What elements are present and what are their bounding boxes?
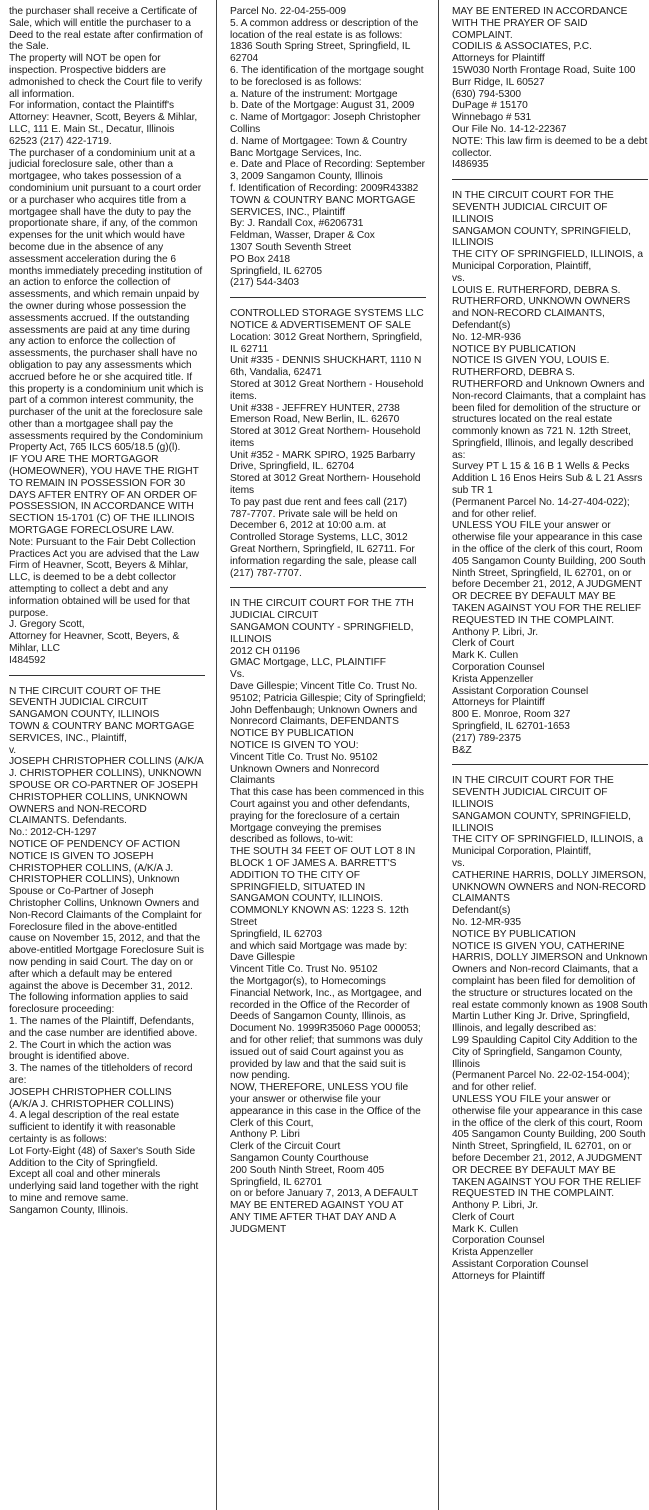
notice-line: Vincent Title Co. Trust No. 95102 [230, 751, 378, 763]
notice-line: MAY BE ENTERED IN ACCORDANCE WITH THE PRAYER OF SAID COMPLAINT. [452, 6, 628, 41]
notice-line: Feldman, Wasser, Draper & Cox [230, 230, 375, 242]
notice-line: Clerk of Court [452, 1211, 515, 1223]
notice-line: Location: 3012 Great Northern, Springfield, IL 62711 [230, 331, 423, 355]
notice-line: 15W030 North Frontage Road, Suite 100 [452, 64, 636, 76]
notice-line: NOTICE IS GIVEN TO YOU: [230, 740, 359, 752]
notice-line: Attorneys for Plaintiff [452, 697, 545, 709]
notice-line: COMMONLY KNOWN AS: 1223 S. 12th Street [230, 905, 409, 928]
notice-line: NOW, THEREFORE, UNLESS YOU file your answer or otherwise file your appearance in this case in the Office of the Clerk of this Court, [230, 1082, 421, 1129]
notice-line: Unit #352 - MARK SPIRO, 1925 Barbarry Drive, Springfield, IL. 62704 [230, 449, 415, 473]
notice-line: Assistant Corporation Counsel [452, 685, 589, 697]
notice-line: 3. The names of the titleholders of record are: [9, 1063, 193, 1086]
notice-line: Survey PT L 15 & 16 B 1 Wells & Pecks Addition L 16 Enos Heirs Sub & L 21 Assrs sub TR 1 [452, 461, 643, 497]
notice-line: Springfield, IL 62703 [230, 928, 323, 940]
notice-line: d. Name of Mortgagee: Town & Country Banc Mortgage Services, Inc. [230, 135, 407, 159]
notice-line: Attorneys for Plaintiff [452, 1270, 545, 1282]
notice-line: 1307 South Seventh Street [230, 241, 352, 253]
column-divider [438, 0, 439, 1510]
legal-notice [9, 6, 205, 667]
notice-line: Sangamon County, Illinois. [9, 1204, 129, 1216]
notice-line: vs. [452, 272, 465, 284]
legal-notice [452, 775, 648, 1282]
notice-line: IN THE CIRCUIT COURT FOR THE 7TH JUDICIAL CIRCUIT [230, 598, 414, 622]
notice-line: Springfield, IL 62701 [230, 1176, 323, 1188]
notice-line: 1. The names of the Plaintiff, Defendants, and the case number are identified above. [9, 1015, 198, 1039]
notice-line: Clerk of the Circuit Court [230, 1141, 341, 1153]
notice-line: PO Box 2418 [230, 253, 291, 265]
notice-line: f. Identification of Recording: 2009R43382 [230, 182, 419, 194]
notice-line: IF YOU ARE THE MORTGAGOR (HOMEOWNER), YOU HAVE THE RIGHT TO REMAIN IN POSSESSION FOR 30 DAYS AFTER ENTRY OF AN ORDER OF POSSESSION, IN ACCORDANCE WITH SECTION 15-1701 (C) OF THE ILLINOIS MORTGAGE FORECLOSURE LAW. [9, 454, 199, 537]
notice-line: Stored at 3012 Great Northern- Household items [230, 473, 421, 497]
notice-line: N THE CIRCUIT COURT OF THE SEVENTH JUDICIAL CIRCUIT [9, 685, 161, 709]
notice-line: Note: Pursuant to the Fair Debt Collection Practices Act you are advised that the Law Firm of Heavner, Scott, Beyers & Mihlar, LLC, is deemed to be a debt collector attempting to collect a debt and any information obtained will be used for that purpose. [9, 536, 199, 619]
notice-line: Springfield, IL 62701-1653 [452, 721, 570, 733]
notice-line: LOUIS E. RUTHERFORD, DEBRA S. RUTHERFORD, UNKNOWN OWNERS and NON-RECORD CLAIMANTS, Defendant(s) [452, 284, 631, 331]
notice-line: THE SOUTH 34 FEET OF OUT LOT 8 IN BLOCK 1 OF JAMES A. BARRETT'S ADDITION TO THE CITY OF SPRINGFIELD, SITUATED IN SANGAMON COUNTY, ILLINOIS. [230, 846, 416, 905]
notice-line: 5. A common address or description of the location of the real estate is as follows: [230, 17, 419, 41]
notice-line: the purchaser shall receive a Certificate of Sale, which will entitle the purchaser to a Deed to the real estate after confirmation of the Sale. [9, 6, 203, 53]
notice-line: The purchaser of a condominium unit at a judicial foreclosure sale, other than a mortgagee, who takes possession of a condominium unit pursuant to a court order or a purchaser who acquires title from a mortgagee shall have the duty to pay the proportionate share, if any, of the common expenses for the unit which would have become due in the absence of any assessment acceleration during the 6 months immediately preceding institution of an action to enforce the collection of assessments, and which remain unpaid by the owner during whose possession the assessments accrued. If the outstanding assessments are paid at any time during any action to enforce the collection of assessments, the purchaser shall have no obligation to pay any assessments which accrued before he or she acquired title. If this property is a condominium unit which is part of a common interest community, the purchaser of the unit at the foreclosure sale other than a mortgagee shall pay the assessments required by the Condominium Property Act, 765 ILCS 605/18.5 (g)(l). [9, 147, 204, 454]
notice-line: NOTICE IS GIVEN YOU, LOUIS E. RUTHERFORD, DEBRA S. RUTHERFORD and Unknown Owners and Non-record Claimants, that a complaint has been filed for demolition of the structure or structures located on the real estate commonly known as 721 N. 12th Street, Springfield, Illinois, and legally described as: [452, 355, 646, 461]
notice-separator [9, 675, 205, 676]
notice-line: Mark K. Cullen [452, 650, 519, 662]
notice-line: (630) 794-5300 [452, 88, 521, 100]
notice-line: CONTROLLED STORAGE SYSTEMS LLC [230, 308, 424, 320]
notice-line: (Permanent Parcel No. 22-02-154-004); and for other relief. [452, 1070, 630, 1094]
notice-line: v. [9, 744, 17, 756]
notice-line: IN THE CIRCUIT COURT FOR THE SEVENTH JUDICIAL CIRCUIT OF ILLINOIS [452, 190, 614, 225]
notice-line: THE CITY OF SPRINGFIELD, ILLINOIS, a Municipal Corporation, Plaintiff, [452, 249, 644, 272]
notice-line: Assistant Corporation Counsel [452, 1259, 589, 1271]
column-divider [216, 0, 217, 1510]
notice-line: Unit #335 - DENNIS SHUCKHART, 1110 N 6th, Vandalia, 62471 [230, 355, 422, 379]
notice-line: UNLESS YOU FILE your answer or otherwise file your appearance in this case in the office of the clerk of this court, Room 405 Sangamon County Building, 200 South Ninth Street, Springfield, IL 62701, on or before December 21, 2012, A JUDGMENT OR DECREE BY DEFAULT MAY BE TAKEN AGAINST YOU FOR THE RELIEF REQUESTED IN THE COMPLAINT. [452, 1093, 646, 1200]
notice-line: NOTICE OF PENDENCY OF ACTION [9, 838, 181, 850]
notice-line: Attorney for Heavner, Scott, Beyers, & Mihlar, LLC [9, 631, 180, 655]
notice-line: (A/K/A J. CHRISTOPHER COLLINS) [9, 1098, 174, 1110]
notice-line: 1836 South Spring Street, Springfield, IL 62704 [230, 41, 410, 65]
notice-line: NOTICE BY PUBLICATION [230, 728, 354, 740]
legal-notice [230, 598, 426, 1235]
notice-line: SANGAMON COUNTY, ILLINOIS [9, 709, 160, 721]
notice-line: NOTE: This law firm is deemed to be a debt collector. [452, 135, 648, 159]
legal-notice [230, 308, 426, 579]
notice-line: I484592 [9, 654, 46, 666]
legal-notice [452, 190, 648, 756]
notice-line: For information, contact the Plaintiff's Attorney: Heavner, Scott, Beyers & Mihlar, LLC, 111 E. Main St., Decatur, Illinois 62523 (217) 422-1719. [9, 100, 198, 147]
notice-line: Defendant(s) [452, 905, 511, 917]
notice-line: Mark K. Cullen [452, 1223, 519, 1235]
column-2 [230, 6, 426, 1235]
notice-line: B&Z [452, 744, 472, 756]
notice-line: Corporation Counsel [452, 662, 545, 674]
legal-notice [230, 6, 426, 289]
notice-line: Corporation Counsel [452, 1235, 545, 1247]
notice-line: Unit #338 - JEFFREY HUNTER, 2738 Emerson Road, New Berlin, IL. 62670 [230, 402, 400, 426]
notice-line: THE CITY OF SPRINGFIELD, ILLINOIS, a Municipal Corporation, Plaintiff, [452, 834, 644, 858]
notice-line: Parcel No. 22-04-255-009 [230, 6, 347, 17]
notice-line: a. Nature of the instrument: Mortgage [230, 88, 398, 100]
notice-line: the Mortgagor(s), to Homecomings Financial Network, Inc., as Mortgagee, and recorded in the Office of the Recorder of Deeds of Sangamon County, Illinois, as Document No. 1999R35060 Page 000053; and for other relief; that summons was duly issued out of said Court against you as provided by law and that the said suit is now pending. [230, 975, 423, 1082]
notice-line: NOTICE BY PUBLICATION [452, 928, 576, 940]
notice-line: SANGAMON COUNTY - SPRINGFIELD, ILLINOIS [230, 622, 414, 645]
notice-line: UNLESS YOU FILE your answer or otherwise file your appearance in this case in the office of the clerk of this court, Room 405 Sangamon County Building, 200 South Ninth Street, Springfield, IL 62701, on or before December 21, 2012, A JUDGMENT OR DECREE BY DEFAULT MAY BE TAKEN AGAINST YOU FOR THE RELIEF REQUESTED IN THE COMPLAINT. [452, 520, 646, 626]
notice-line: The property will NOT be open for inspection. Prospective bidders are admonished to check the Court file to verify all information. [9, 53, 203, 100]
notice-line: Burr Ridge, IL 60527 [452, 76, 545, 88]
notice-line: DuPage # 15170 [452, 100, 528, 112]
notice-line: 2012 CH 01196 [230, 645, 300, 657]
legal-notice [9, 686, 205, 1217]
notice-line: Clerk of Court [452, 638, 515, 650]
notice-line: on or before January 7, 2013, A DEFAULT MAY BE ENTERED AGAINST YOU AT ANY TIME AFTER THAT DAY AND A JUDGMENT [230, 1188, 418, 1235]
notice-line: No. 12-MR-936 [452, 331, 521, 343]
notice-line: Krista Appenzeller [452, 673, 534, 685]
notice-line: IN THE CIRCUIT COURT FOR THE SEVENTH JUDICIAL CIRCUIT OF ILLINOIS [452, 775, 614, 810]
notice-line: 200 South Ninth Street, Room 405 [230, 1164, 385, 1176]
notice-line: 6. The identification of the mortgage sought to be foreclosed is as follows: [230, 64, 424, 88]
notice-line: Anthony P. Libri, Jr. [452, 626, 538, 638]
notice-line: e. Date and Place of Recording: September 3, 2009 Sangamon County, Illinois [230, 159, 426, 183]
notice-line: and which said Mortgage was made by: [230, 940, 408, 952]
notice-line: No.: 2012-CH-1297 [9, 827, 97, 839]
notice-line: NOTICE & ADVERTISEMENT OF SALE [230, 319, 411, 331]
notice-line: Vs. [230, 669, 245, 681]
notice-line: No. 12-MR-935 [452, 916, 521, 928]
notice-line: Anthony P. Libri [230, 1129, 300, 1141]
notice-line: I486935 [452, 159, 489, 171]
notice-line: TOWN & COUNTRY BANC MORTGAGE SERVICES, INC., Plaintiff [230, 194, 416, 218]
column-3 [452, 6, 648, 1283]
notice-line: (217) 544-3403 [230, 277, 299, 289]
notice-line: NOTICE BY PUBLICATION [452, 343, 576, 355]
notice-line: Dave Gillespie [230, 952, 295, 964]
notice-line: (217) 789-2375 [452, 732, 521, 744]
notice-line: b. Date of the Mortgage: August 31, 2009 [230, 100, 415, 112]
notice-line: J. Gregory Scott, [9, 619, 85, 631]
notice-line: NOTICE IS GIVEN YOU, CATHERINE HARRIS, DOLLY JIMERSON and Unknown Owners and Non-record Claimants, that a complaint has been filed for demolition of the structure or structures located on the real estate commonly known as 1908 South Martin Luther King Jr. Drive, Springfield, Illinois, and legally described as: [452, 940, 648, 1035]
notice-line: 800 E. Monroe, Room 327 [452, 709, 571, 721]
notice-line: Attorneys for Plaintiff [452, 53, 545, 65]
notice-line: Except all coal and other minerals underlying said land together with the right to mine and remove same. [9, 1169, 199, 1204]
notice-line: Lot Forty-Eight (48) of Saxer's South Side Addition to the City of Springfield. [9, 1145, 196, 1169]
notice-line: SANGAMON COUNTY, SPRINGFIELD, ILLINOIS [452, 810, 631, 834]
notice-line: Anthony P. Libri, Jr. [452, 1200, 538, 1212]
notice-line: Krista Appenzeller [452, 1247, 534, 1259]
notice-line: By: J. Randall Cox, #6206731 [230, 218, 364, 230]
notice-line: (Permanent Parcel No. 14-27-404-022); and for other relief. [452, 496, 630, 520]
notice-line: JOSEPH CHRISTOPHER COLLINS (A/K/A J. CHRISTOPHER COLLINS), UNKNOWN SPOUSE OR CO-PARTNER OF JOSEPH CHRISTOPHER COLLINS, UNKNOWN OWNERS and NON-RECORD CLAIMANTS. Defendants. [9, 756, 204, 827]
notice-line: To pay past due rent and fees call (217) 787-7707. Private sale will be held on December 6, 2012 at 10:00 a.m. at Controlled Storage Systems, LLC, 3012 Great Northern, Springfield, IL 62711. For information regarding the sale, please call (217) 787-7707. [230, 496, 417, 579]
notice-line: 4. A legal description of the real estate sufficient to identify it with reasonable certainty is as follows: [9, 1110, 180, 1145]
notice-line: Stored at 3012 Great Northern - Household items. [230, 378, 424, 402]
notice-line: TOWN & COUNTRY BANC MORTGAGE SERVICES, INC., Plaintiff, [9, 721, 195, 744]
notice-separator [230, 587, 426, 588]
notice-line: That this case has been commenced in this Court against you and other defendants, praying for the foreclosure of a certain Mortgage conveying the premises described as follows, to-wit: [230, 787, 424, 846]
notice-line: SANGAMON COUNTY, SPRINGFIELD, ILLINOIS [452, 225, 631, 249]
notice-line: Dave Gillespie; Vincent Title Co. Trust No. 95102; Patricia Gillespie; City of Springfield; John Deffenbaugh; Unknown Owners and Nonrecord Claimants, DEFENDANTS [230, 681, 426, 728]
notice-line: Our File No. 14-12-22367 [452, 123, 567, 135]
notice-line: L99 Spaulding Capitol City Addition to the City of Springfield, Sangamon County, Illinois [452, 1034, 638, 1070]
notice-line: Winnebago # 531 [452, 112, 532, 124]
notice-line: vs. [452, 857, 465, 869]
notice-line: Springfield, IL 62705 [230, 265, 323, 277]
notice-separator [230, 297, 426, 298]
notice-line: c. Name of Mortgagor: Joseph Christopher Collins [230, 112, 421, 135]
notice-line: 2. The Court in which the action was brought is identified above. [9, 1039, 172, 1063]
notice-line: Vincent Title Co. Trust No. 95102 [230, 964, 378, 976]
notice-line: Unknown Owners and Nonrecord Claimants [230, 763, 380, 787]
notice-separator [452, 764, 648, 765]
column-1 [9, 6, 205, 1216]
notice-line: NOTICE IS GIVEN TO JOSEPH CHRISTOPHER COLLINS, (A/K/A J. CHRISTOPHER COLLINS), Unknown Spouse or Co-Partner of Joseph Christopher Collins, Unknown Owners and Non-Record Claimants of the Complaint for Foreclosure filed in the above-entitled cause on November 15, 2012, and that the above-entitled Mortgage Foreclosure Suit is now pending in said Court. The day on or after which a default may be entered against the above is December 31, 2012. The following information applies to said foreclosure proceeding: [9, 850, 204, 1016]
legal-notice [452, 6, 648, 171]
notice-line: JOSEPH CHRISTOPHER COLLINS [9, 1086, 172, 1098]
notice-separator [452, 179, 648, 180]
notice-line: CODILIS & ASSOCIATES, P.C. [452, 41, 592, 53]
notice-line: Stored at 3012 Great Northern- Household items [230, 426, 421, 449]
notice-line: Sangamon County Courthouse [230, 1152, 369, 1164]
notice-line: CATHERINE HARRIS, DOLLY JIMERSON, UNKNOWN OWNERS and NON-RECORD CLAIMANTS [452, 869, 647, 905]
notice-line: GMAC Mortgage, LLC, PLAINTIFF [230, 657, 386, 669]
